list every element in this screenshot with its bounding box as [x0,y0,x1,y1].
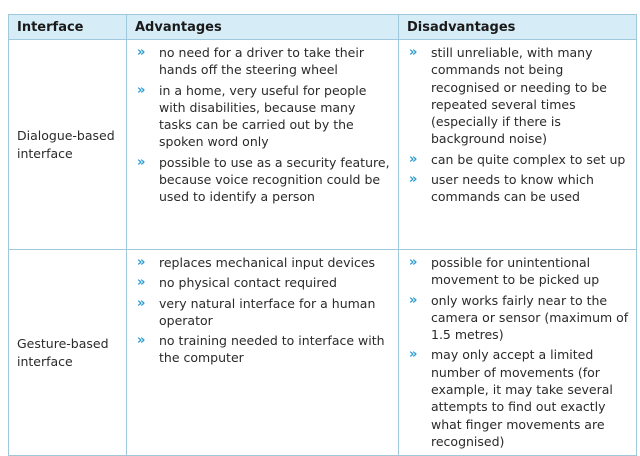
bullet-icon: » [137,45,144,60]
bullet-icon: » [409,347,416,363]
list-item: » very natural interface for a human operator [137,295,376,328]
bullet-icon: » [137,333,144,349]
bullet-icon: » [137,82,144,98]
header-row [9,15,637,40]
advantages-list [133,44,392,206]
disadvantages-list [405,254,630,450]
comparison-table-wrapper [8,14,636,456]
list-item: » no physical contact required [137,275,337,291]
list-item: » user needs to know which commands can be used [409,172,594,205]
advantages-cell [127,250,399,456]
disadvantages-cell [399,250,637,456]
disadvantages-cell [399,40,637,250]
header-disadvantages: Disadvantages [399,15,637,40]
bullet-icon: » [409,255,416,270]
list-item: » replaces mechanical input devices [137,255,376,270]
bullet-icon: » [409,172,416,188]
table-row-dialogue [9,40,637,250]
list-item: » in a home, very useful for people with disabilities, because many tasks can be carried out by the spoken word only [137,82,367,150]
advantages-cell [127,40,399,250]
comparison-table [8,14,637,456]
list-item: » may only accept a limited number of movements (for example, it may take several attempts to find out exactly what finger movements are recognised) [409,347,613,449]
bullet-icon: » [137,255,144,270]
header-advantages: Advantages [127,15,399,40]
list-item: » no training needed to interface with the computer [137,333,385,366]
interface-cell: Dialogue-based interface [9,40,127,250]
disadvantages-list [405,44,630,206]
bullet-icon: » [409,45,416,60]
list-item: » can be quite complex to set up [409,151,626,167]
list-item: » still unreliable, with many commands not being recognised or needing to be repeated several times (especially if there is background noise) [409,45,607,147]
list-item: » possible for unintentional movement to be picked up [409,255,600,288]
bullet-icon: » [409,151,416,167]
bullet-icon: » [137,295,144,311]
list-item: » no need for a driver to take their hands off the steering wheel [137,45,364,78]
bullet-icon: » [137,154,144,170]
table-row-gesture [9,250,637,456]
header-interface: Interface [9,15,127,40]
list-item: » possible to use as a security feature, because voice recognition could be used to identify a person [137,154,390,205]
advantages-list [133,254,392,367]
interface-cell: Gesture-based interface [9,250,127,456]
list-item: » only works fairly near to the camera or sensor (maximum of 1.5 metres) [409,292,629,343]
bullet-icon: » [137,275,144,291]
bullet-icon: » [409,292,416,308]
